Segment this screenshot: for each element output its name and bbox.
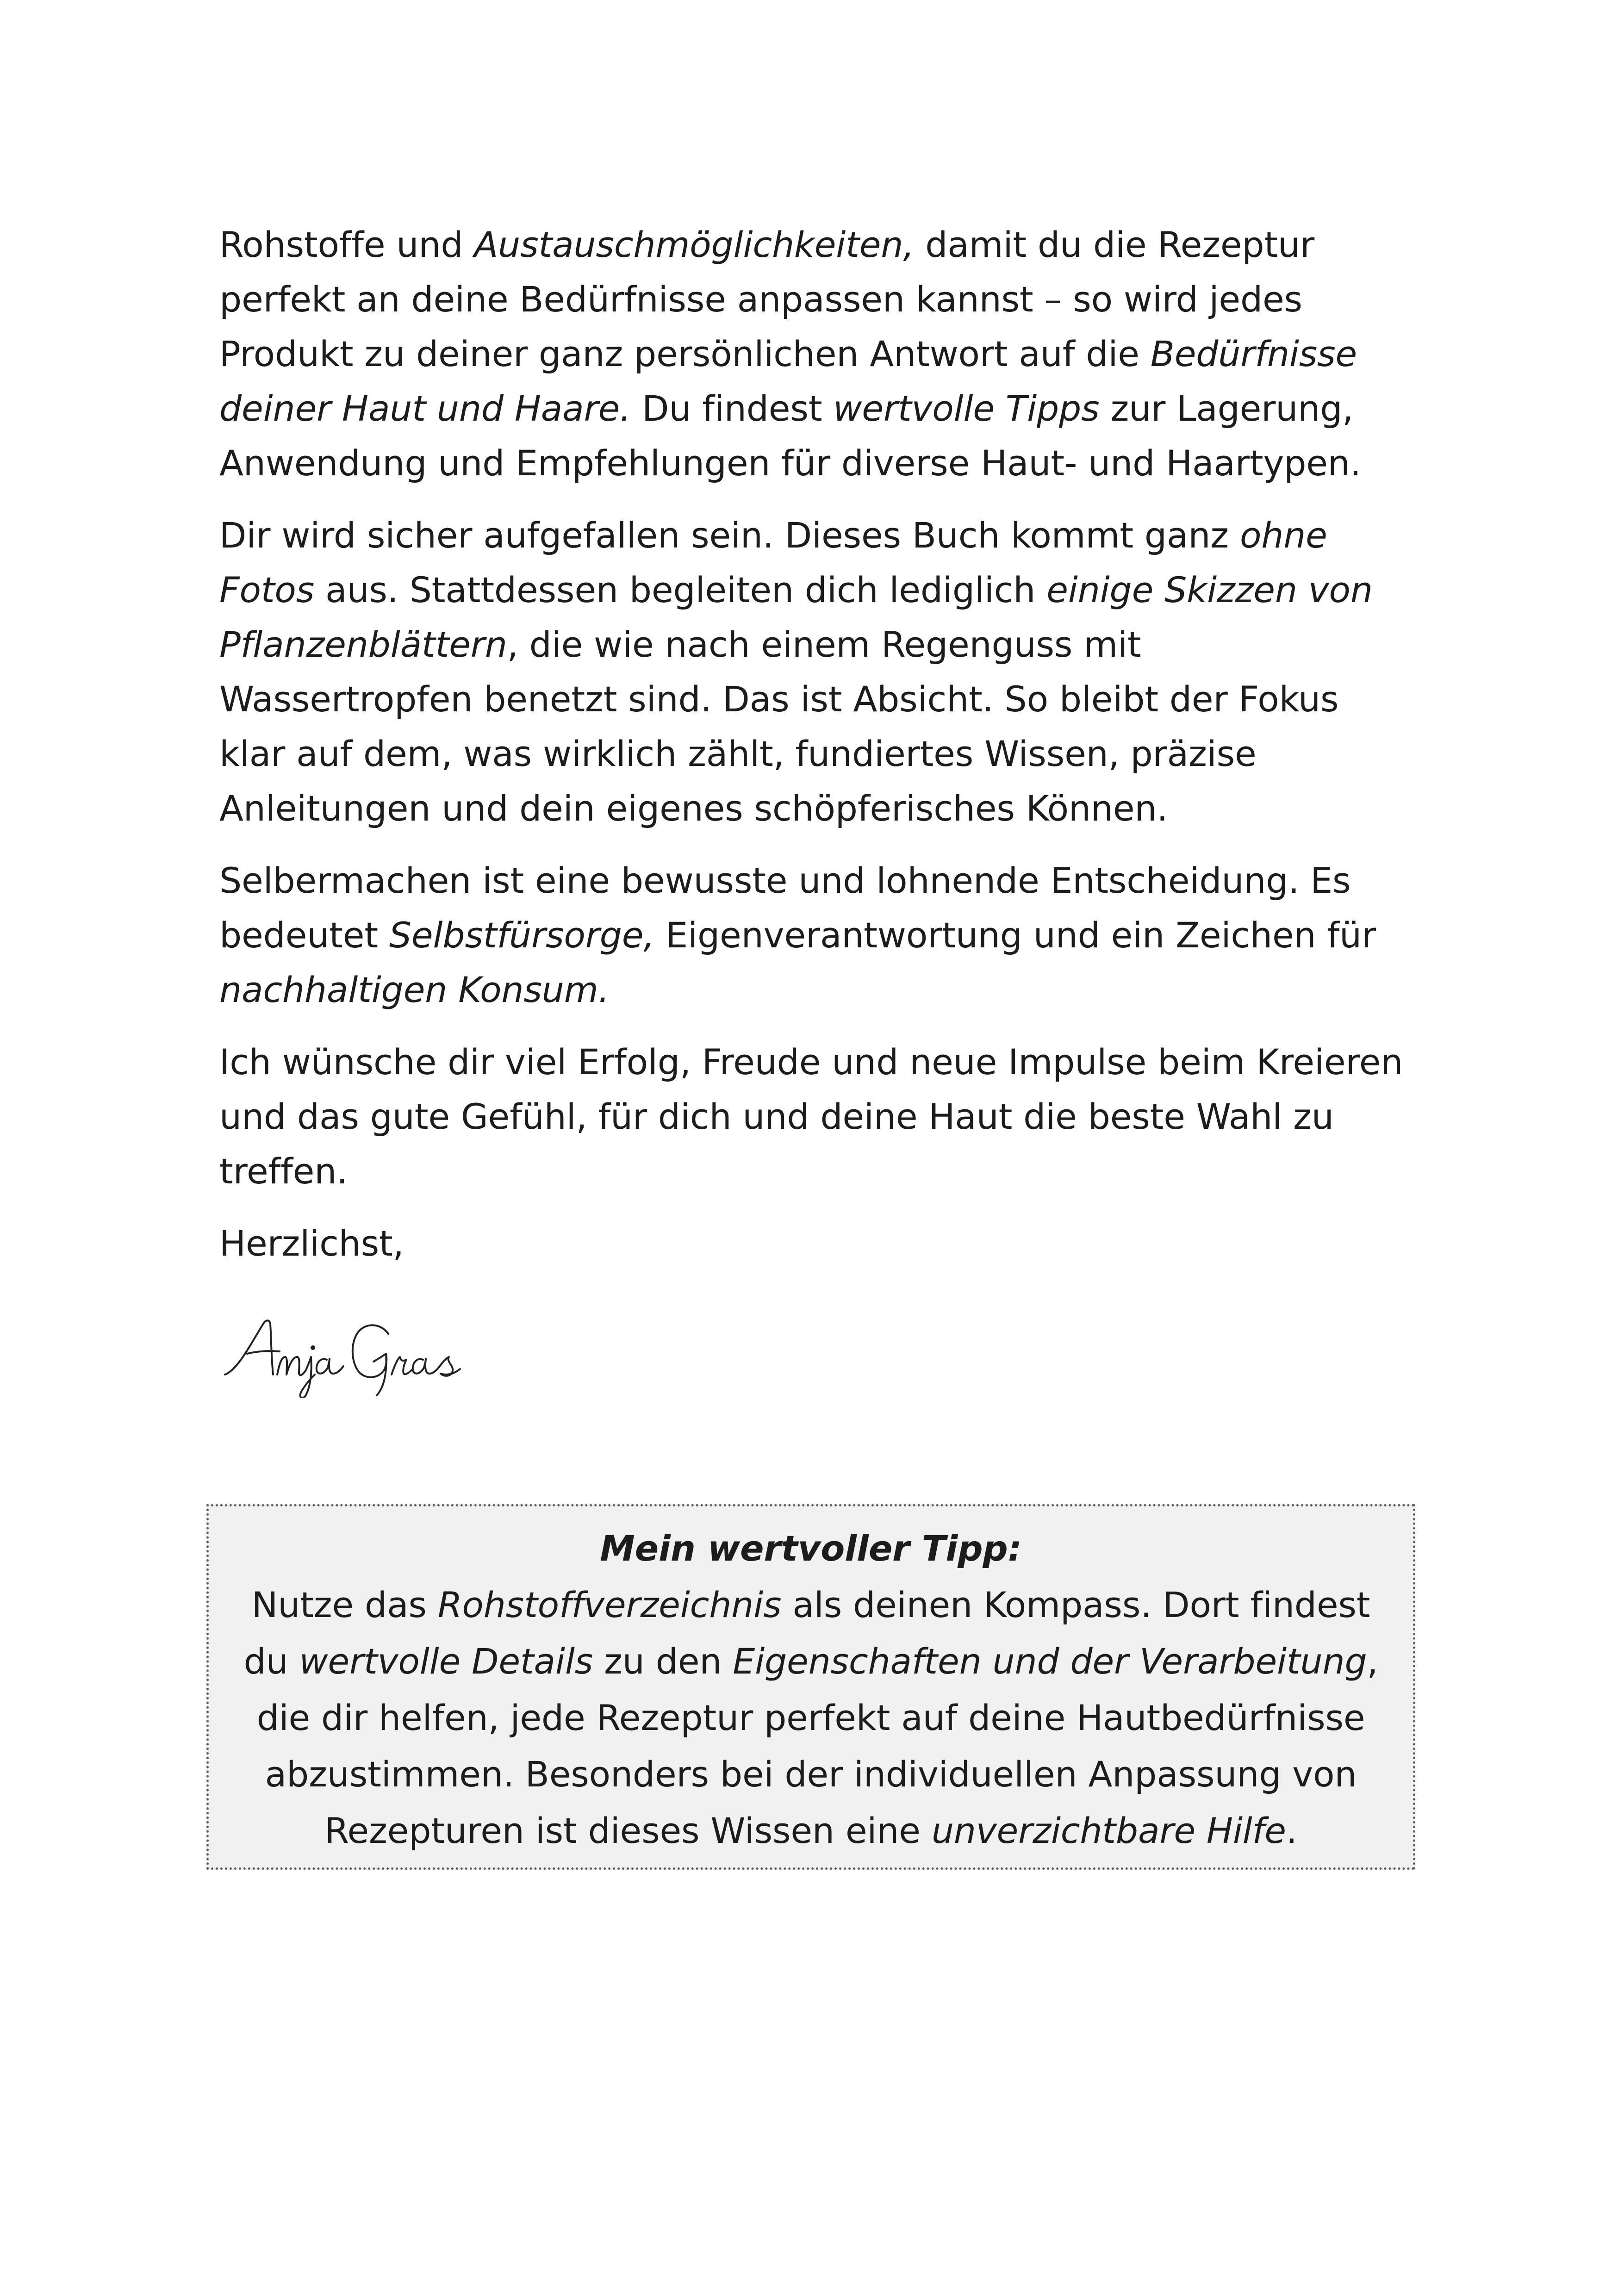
text-run: , die wie nach einem Regenguss mit Wassertropfen benetzt sind. Das ist Absicht. So bleibt der Fokus klar auf dem, was wirklich zählt, fundiertes Wissen, präzise Anleitungen und dein eigenes schöpferisches Können. bbox=[219, 624, 1339, 829]
text-run: zur Lagerung, Anwendung und Empfehlungen für diverse Haut- und Haartypen. bbox=[219, 388, 1361, 484]
emphasis-run: Rohstoffverzeichnis bbox=[437, 1584, 782, 1625]
text-run: zu den bbox=[593, 1641, 733, 1682]
page-body bbox=[219, 218, 1404, 1326]
text-run: Nutze das bbox=[251, 1584, 438, 1625]
emphasis-run: ohne Fotos bbox=[219, 515, 1327, 610]
emphasis-run: wertvolle Details bbox=[299, 1641, 593, 1682]
tip-box bbox=[206, 1504, 1415, 1870]
paragraph-wunsch bbox=[219, 1035, 1404, 1199]
text-run: damit du die Rezeptur perfekt an deine Bedürfnisse anpassen kannst – so wird jedes Produkt zu deiner ganz persönlichen Antwort auf die bbox=[219, 224, 1315, 374]
text-run: . bbox=[1286, 1810, 1297, 1851]
emphasis-run: Selbstfürsorge, bbox=[389, 915, 655, 956]
emphasis-run: einige Skizzen von Pflanzenblättern bbox=[219, 569, 1373, 665]
emphasis-run: Eigenschaften und der Verarbeitung bbox=[733, 1641, 1367, 1682]
text-run: Du findest bbox=[631, 388, 834, 429]
emphasis-run: Austauschmöglichkeiten, bbox=[474, 224, 915, 265]
paragraph-fotos bbox=[219, 508, 1404, 836]
text-run: aus. Stattdessen begleiten dich lediglich bbox=[314, 569, 1047, 610]
paragraph-rohstoffe bbox=[219, 218, 1404, 491]
emphasis-run: wertvolle Tipps bbox=[833, 388, 1100, 429]
text-run: als deinen Kompass. Dort findest du bbox=[243, 1584, 1370, 1682]
emphasis-run: Bedürfnisse deiner Haut und Haare. bbox=[219, 333, 1357, 429]
greeting: Herzlichst, bbox=[219, 1223, 404, 1264]
emphasis-run: nachhaltigen Konsum. bbox=[219, 969, 610, 1010]
text-run: Selbermachen ist eine bewusste und lohnende Entscheidung. Es bedeutet bbox=[219, 860, 1351, 956]
text-run: Dieses Buch kommt ganz bbox=[773, 515, 1240, 556]
text-run: Eigenverantwortung und ein Zeichen für bbox=[654, 915, 1376, 956]
paragraph-selbermachen bbox=[219, 853, 1404, 1017]
emphasis-run: unverzichtbare Hilfe bbox=[931, 1810, 1286, 1851]
text-run: Ich wünsche dir viel Erfolg, Freude und neue Impulse beim Kreieren und das gute Gefühl, für dich und deine Haut die beste Wahl zu treffen. bbox=[219, 1041, 1403, 1192]
text-run: , die dir helfen, jede Rezeptur perfekt auf deine Hautbedürfnisse abzustimmen. Besonders bei der individuellen Anpassung von Rezepturen ist dieses Wissen eine bbox=[256, 1641, 1378, 1851]
handwritten-signature bbox=[219, 1305, 543, 1398]
text-run: Rohstoffe und bbox=[219, 224, 474, 265]
tip-text bbox=[209, 1577, 1413, 1859]
lead-in-run: Dir wird sicher aufgefallen sein. bbox=[219, 515, 774, 556]
tip-title: Mein wertvoller Tipp: bbox=[600, 1528, 1022, 1569]
